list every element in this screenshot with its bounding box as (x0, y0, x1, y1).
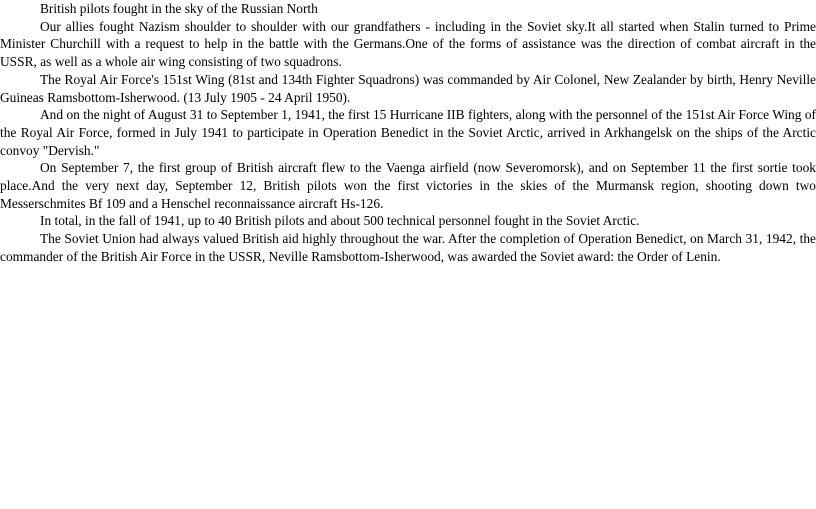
paragraph-order-of-lenin: The Soviet Union had always valued British aid highly throughout the war. After the completion of Operation Benedict, on March 31, 1942, the commander of the British Air Force in the USSR, Neville Ramsbottom-Isherwood, was awarded the Soviet award: the Order of Lenin. (0, 231, 816, 264)
paragraph-151st-wing: The Royal Air Force's 151st Wing (81st and 134th Fighter Squadrons) was commanded by Air Colonel, New Zealander by birth, Henry Neville Guineas Ramsbottom-Isherwood. (13 July 1905 - 24 April 1950). (0, 71, 816, 105)
document-title: British pilots fought in the sky of the Russian North (40, 1, 318, 16)
paragraph-first-victories: On September 7, the first group of British aircraft flew to the Vaenga airfield (now Severomorsk), and on September 11 the first sortie took place.And the very next day, September 12, British pilots won the first victories in the skies of the Murmansk region, shooting down two Messerschmites Bf 109 and a Henschel reconnaissance aircraft Hs-126. (0, 160, 816, 211)
paragraph-personnel-total: In total, in the fall of 1941, up to 40 British pilots and about 500 technical personnel fought in the Soviet Arctic. (40, 213, 640, 229)
paragraph-allies: Our allies fought Nazism shoulder to shoulder with our grandfathers - including in the Soviet sky.It all started when Stalin turned to Prime Minister Churchill with a request to help in the battle with the Germans.One of the forms of assistance was the direction of combat aircraft in the USSR, as well as a whole air wing consisting of two squadrons. (0, 18, 816, 70)
paragraph-arrival-arkhangelsk: And on the night of August 31 to September 1, 1941, the first 15 Hurricane IIB fighters, along with the personnel of the 151st Air Force Wing of the Royal Air Force, formed in July 1941 to participate in Operation Benedict in the Soviet Arctic, arrived in Arkhangelsk on the ships of the Arctic convoy "Dervish." (0, 107, 816, 158)
